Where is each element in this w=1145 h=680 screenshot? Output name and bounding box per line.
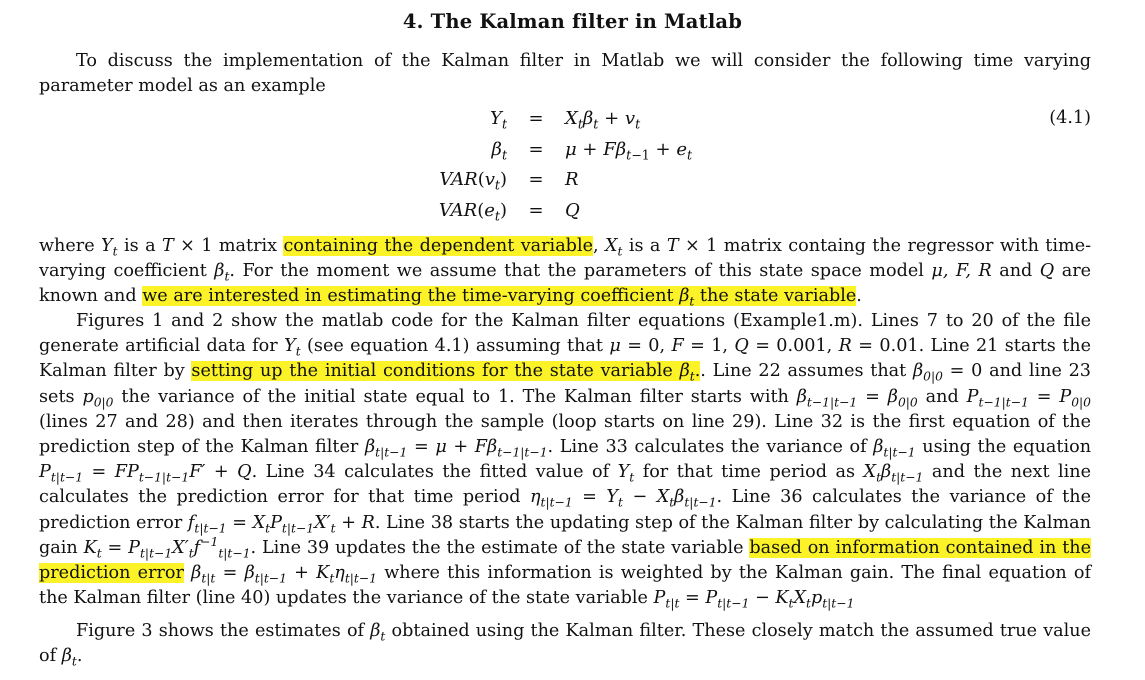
equation-row bbox=[0, 200, 1145, 230]
highlight: we are interested in estimating the time-varying coefficient $\beta_t$ the state variable bbox=[142, 286, 857, 309]
equation-row bbox=[0, 108, 1145, 138]
highlight: setting up the initial conditions for the state variable $\beta_t$. bbox=[191, 361, 701, 384]
equals-sign: = bbox=[528, 200, 544, 221]
equals-sign: = bbox=[528, 139, 544, 160]
equation-number: (4.1) bbox=[1049, 108, 1091, 128]
section-title: 4. The Kalman filter in Matlab bbox=[402, 10, 743, 33]
equation-lhs: $Y_t$ bbox=[490, 108, 507, 132]
highlight: based on information contained in the prediction error bbox=[39, 537, 1092, 584]
equation-rhs: $X_t\beta_t + v_t$ bbox=[565, 108, 641, 132]
equals-sign: = bbox=[528, 169, 544, 190]
equation-row bbox=[0, 169, 1145, 199]
closing-paragraph: Figure 3 shows the estimates of $\beta_t$ obtained using the Kalman filter. These closely match the assumed true value of $\beta_t$. bbox=[39, 621, 1092, 669]
equation-lhs: $VAR(v_t)$ bbox=[439, 169, 507, 193]
equation-lhs: $VAR(e_t)$ bbox=[438, 200, 507, 224]
equation-lhs: $\beta_t$ bbox=[491, 139, 507, 163]
explanation-paragraph: Figures 1 and 2 show the matlab code for the Kalman filter equations (Example1.m). Lines 7 to 20 of the file generate artificial data for $Y_t$ (see equation 4.1) assuming that μ = 0, F = 1, Q = 0.001, R = 0.01. Line 21 starts the Kalman filter by setting up the initial conditions for the state variable $\beta_t$.. Line 22 assumes that $\beta_{0|0} = 0$ and line 23 sets $p_{0|0}$ the variance of the initial state equal to 1. The Kalman filter starts with $\beta_{t-1|t-1} = \beta_{0|0}$ and $P_{t-1|t-1} = P_{0|0}$ (lines 27 and 28) and then iterates through the sample (loop starts on line 29). Line 32 is the first equation of the prediction step of the Kalman filter $\beta_{t|t-1} = \mu + F\beta_{t-1|t-1}$. Line 33 calculates the variance of $\beta_{t|t-1}$ using the equation $P_{t|t-1} = FP_{t-1|t-1}F' + Q$. Line 34 calculates the fitted value of $Y_t$ for that time period as $X_t\beta_{t|t-1}$ and the next line calculates the prediction error for that time period $\eta_{t|t-1} = Y_t - X_t\beta_{t|t-1}$. Line 36 calculates the variance of the prediction error $f_{t|t-1} = X_tP_{t|t-1}X'_t + R$. Line 38 starts the updating step of the Kalman filter by calculating the Kalman gain $K_t = P_{t|t-1}X'_tf^{-1}_{t|t-1}$. Line 39 updates the the estimate of the state variable based on information contained in the prediction error $\beta_{t|t} = \beta_{t|t-1} + K_t\eta_{t|t-1}$ where this information is weighted by the Kalman gain. The final equation of the Kalman filter (line 40) updates the variance of the state variable $P_{t|t} = P_{t|t-1} - K_tX_tp_{t|t-1}$ bbox=[39, 311, 1092, 611]
equation-rhs: Q bbox=[565, 200, 580, 221]
equals-sign: = bbox=[528, 108, 544, 129]
description-paragraph: where $Y_t$ is a T × 1 matrix containing the dependent variable, $X_t$ is a T × 1 matrix containg the regressor with time-varying coefficient $\beta_t$. For the moment we assume that the parameters of this state space model μ, F, R and Q are known and we are interested in estimating the time-varying coefficient $\beta_t$ the state variable. bbox=[39, 236, 1092, 309]
highlight: containing the dependent variable bbox=[283, 236, 593, 256]
equation-rhs: $\mu + F\beta_{t-1} + e_t$ bbox=[565, 139, 693, 163]
equation-rhs: R bbox=[565, 169, 579, 190]
equation-row bbox=[0, 139, 1145, 169]
intro-paragraph: To discuss the implementation of the Kalman filter in Matlab we will consider the following time varying parameter model as an example bbox=[39, 51, 1091, 97]
